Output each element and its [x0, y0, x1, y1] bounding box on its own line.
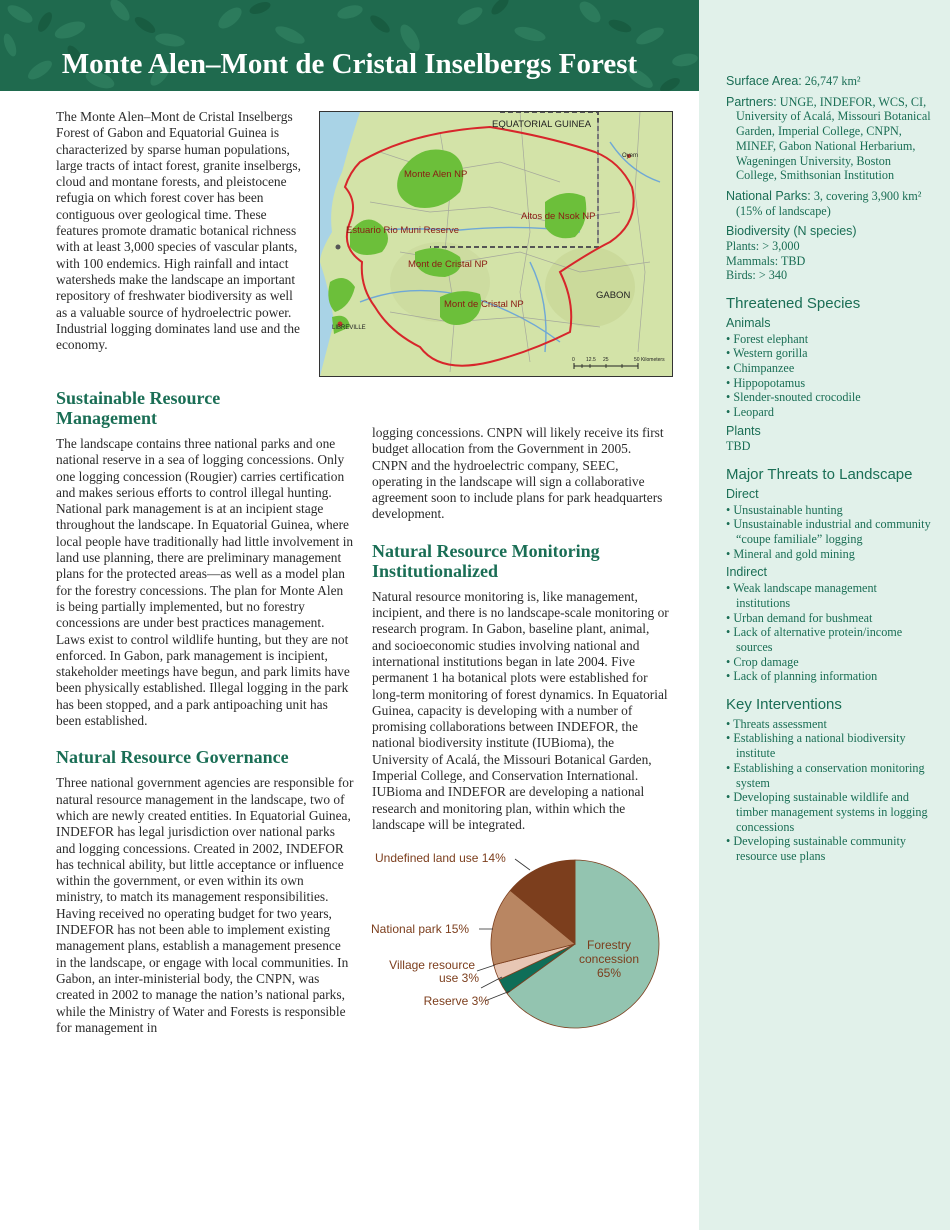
list-item: • Establishing a conservation monitoring system [726, 761, 931, 790]
governance-paragraph: Three national government agencies are responsible for natural resource management in the landscape, two of which are newly created entities. In Equatorial Guinea, INDEFOR has legal jurisdiction over national parks and logging concessions. Created in 2002, INDEFOR has technical ability, but little acceptance or influence within the government, or even within its own ministry, to match its management responsibilities. Having received no operating budget for two years, INDEFOR has not been able to implement existing management plans, establish a management presence in the landscape, or engage with local communities. In Gabon, an inter-ministerial body, the CNPN, was created in 2002 to manage the nation’s national parks, while the Ministry of Water and Forests is responsible for management in [56, 775, 354, 1035]
intro-paragraph: The Monte Alen–Mont de Cristal Inselbergs Forest of Gabon and Equatorial Guinea is characterized by sparse human populations, large tracts of intact forest, granite inselbergs, cloud and montane forests, and pleistocene refugia on which forest cover has been contiguous over geological time. These features promote dramatic botanical richness with at least 3,000 species of vascular plants, with 100 endemics. High rainfall and intact watersheds make the landscape an important repository of freshwater biodiversity as well as a valuable source of hydroelectric power. Industrial logging dominates land use and the economy. [56, 109, 301, 353]
list-item: • Leopard [726, 405, 931, 420]
sustainable-paragraph: The landscape contains three national parks and one national reserve in a sea of logging concessions. Only one logging concession (Rougier) carries certification and makes serious efforts to control illegal hunting. National park management is at an incipient stage throughout the landscape. In Equatorial Guinea, where local people have traditionally had little involvement in land use planning, there are preliminary management plans for the protected areas—as well as a model plan for the forestry concessions. The plan for Monte Alen is being partially implemented, but no forestry concessions are under best practices management. Laws exist to control wildlife hunting, but they are not enforced. In Gabon, park management is incipient, stakeholder meetings have begun, and park limits have been physically established. Illegal logging in the park has been stopped, and a park antipoaching unit has been established. [56, 436, 354, 729]
page-title: Monte Alen–Mont de Cristal Inselbergs Forest [61, 48, 638, 80]
national-parks: National Parks: 3, covering 3,900 km² (15% of landscape) [726, 188, 922, 218]
label-forestry-line2: concession [578, 952, 640, 966]
map-label-oyem: Oyem [622, 153, 639, 159]
partners: Partners: UNGE, INDEFOR, WCS, CI, University of Acalá, Missouri Botanical Garden, Imperial College, CNPN, MINEF, Gabon National Herbarium, Wageningen University, Boston College, Smithsonian Institution [726, 94, 931, 183]
label-village-line2: use 3% [438, 971, 479, 985]
map-label-cristal-south: Mont de Cristal NP [444, 299, 524, 310]
label-national-park: National park 15% [371, 922, 470, 936]
monitoring-paragraph: Natural resource monitoring is, like management, incipient, and there is no landscape-scale monitoring or research program. In Gabon, baseline plant, animal, and socioeconomic studies involving national and international institutions began in late 2004. Five permanent 1 ha botanical plots were established for long-term monitoring of forest dynamics. In Equatorial Guinea, capacity is developing with a number of promising collaborations between INDEFOR, the national biodiversity institute (IUBioma), the University of Acalá, the Missouri Botanical Garden, Imperial College, and Conservation International. IUBioma and INDEFOR are developing a national research and monitoring plan, within which the landscape will be integrated. [372, 588, 669, 832]
map-label-altos-de-nsok: Altos de Nsok NP [521, 211, 596, 222]
direct-heading: Direct [726, 486, 759, 501]
middle-column [372, 425, 670, 833]
section-heading-governance: Natural Resource Governance [56, 747, 289, 768]
list-item: • Lack of alternative protein/income sources [726, 625, 931, 654]
list-item: • Forest elephant [726, 332, 931, 347]
map-label-gabon: GABON [596, 290, 631, 301]
list-item: • Hippopotamus [726, 376, 931, 391]
map-label-monte-alen: Monte Alen NP [404, 169, 468, 180]
list-item: • Mineral and gold mining [726, 547, 931, 562]
biodiversity: Biodiversity (N species) Plants: > 3,000 Mammals: TBD Birds: > 340 [726, 224, 857, 283]
sidebar-content [726, 74, 931, 868]
threats-heading: Major Threats to Landscape [726, 466, 913, 484]
svg-text:25: 25 [603, 357, 609, 363]
title-banner [0, 0, 699, 91]
governance-continued-paragraph: logging concessions. CNPN will likely receive its first budget allocation from the Government in 2005. CNPN and the hydroelectric company, SEEC, operating in the landscape will sign a collaborative agreement soon to include plans for park headquarters development. [372, 425, 664, 522]
list-item: • Developing sustainable community resource use plans [726, 834, 931, 863]
list-item: • Slender-snouted crocodile [726, 390, 931, 405]
list-item: • Western gorilla [726, 346, 931, 361]
list-item: • Lack of planning information [726, 669, 931, 684]
label-village-line1: Village resource [389, 958, 475, 972]
label-forestry-line1: Forestry [586, 938, 632, 952]
plants-heading: Plants [726, 423, 761, 438]
list-item: • Chimpanzee [726, 361, 931, 376]
threatened-species-heading: Threatened Species [726, 295, 861, 313]
interventions-heading: Key Interventions [726, 696, 842, 714]
list-item: • Urban demand for bushmeat [726, 611, 931, 626]
list-item: • Crop damage [726, 655, 931, 670]
list-item: • Developing sustainable wildlife and timber management systems in logging concessions [726, 790, 931, 834]
section-heading-sustainable: Sustainable Resource Management [56, 388, 221, 428]
animals-list [726, 332, 931, 420]
svg-text:0: 0 [572, 357, 575, 363]
list-item: • Threats assessment [726, 717, 931, 732]
map-label-libreville: LIBREVILLE [332, 325, 366, 331]
label-forestry-line3: 65% [596, 966, 622, 980]
left-column [56, 388, 354, 1036]
surface-area: Surface Area: 26,747 km² [726, 74, 861, 88]
svg-text:12.5: 12.5 [586, 357, 596, 363]
section-heading-monitoring: Natural Resource Monitoring Institutionalized [372, 540, 600, 581]
label-reserve: Reserve 3% [423, 994, 489, 1008]
indirect-threats-list [726, 581, 931, 684]
animals-heading: Animals [726, 315, 771, 330]
list-item: • Weak landscape management institutions [726, 581, 931, 610]
map-label-cristal-north: Mont de Cristal NP [408, 259, 488, 270]
list-item: • Unsustainable industrial and community “coupe familiale” logging [726, 517, 931, 546]
landscape-map [319, 111, 673, 377]
list-item: • Establishing a national biodiversity institute [726, 731, 931, 760]
plants-value: TBD [726, 439, 751, 454]
direct-threats-list [726, 503, 931, 562]
map-label-equatorial-guinea: EQUATORIAL GUINEA [492, 119, 592, 130]
map-label-estuario: Estuario Rio Muni Reserve [346, 225, 459, 236]
land-use-pie-chart [365, 845, 670, 1045]
label-undefined: Undefined land use 14% [375, 851, 506, 865]
interventions-list [726, 717, 931, 864]
svg-text:50 Kilometers: 50 Kilometers [634, 357, 665, 363]
intro-column [56, 109, 302, 353]
indirect-heading: Indirect [726, 565, 767, 580]
list-item: • Unsustainable hunting [726, 503, 931, 518]
